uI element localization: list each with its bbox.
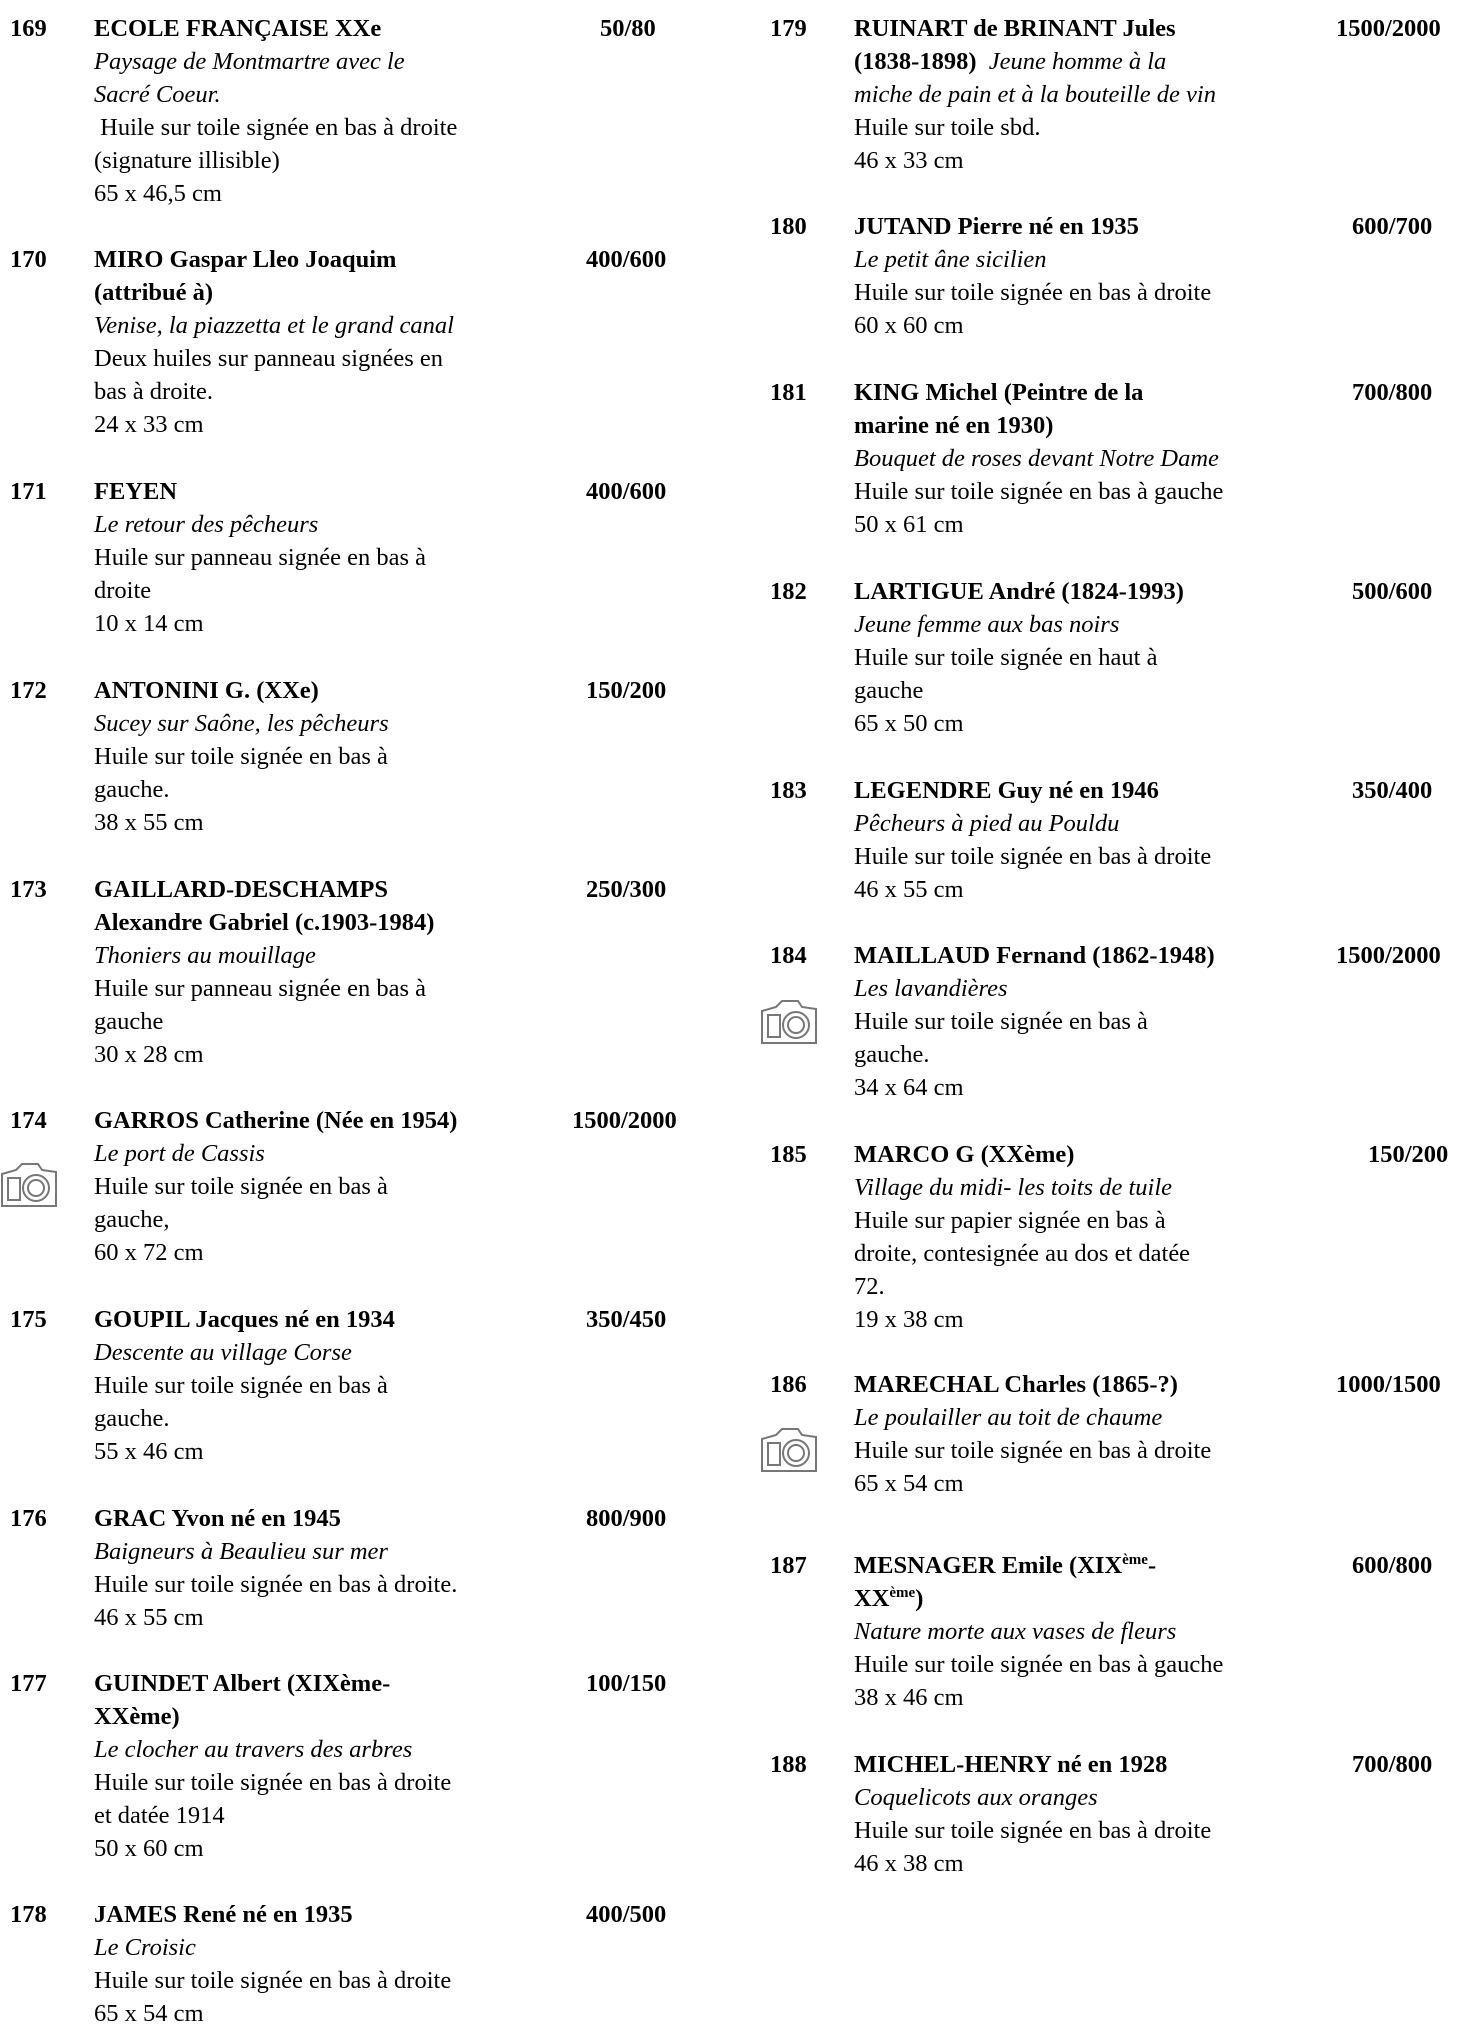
lot-description: Huile sur toile signée en bas à gauche [854, 478, 1224, 505]
lot-title: Le retour des pêcheurs [94, 511, 319, 538]
lot-number: 178 [10, 1901, 47, 1928]
lot-description: gauche. [854, 1041, 930, 1068]
lot-description: 72. [854, 1273, 885, 1300]
lot-number: 187 [770, 1552, 807, 1579]
lot-title: Jeune femme aux bas noirs [854, 611, 1120, 638]
lot-artist: MARCO G (XXème) [854, 1141, 1075, 1168]
lot-dimensions: 60 x 72 cm [94, 1239, 204, 1266]
lot-artist: ANTONINI G. (XXe) [94, 677, 319, 704]
lot-title: Coquelicots aux oranges [854, 1784, 1098, 1811]
lot-dimensions: 30 x 28 cm [94, 1041, 204, 1068]
lot-artist: RUINART de BRINANT Jules [854, 15, 1176, 42]
lot-description: Huile sur toile signée en bas à droite [94, 1769, 452, 1796]
lot-number: 181 [770, 379, 807, 406]
lot-artist: marine né en 1930) [854, 412, 1054, 439]
lot-description: Huile sur panneau signée en bas à [94, 975, 426, 1002]
lot-title: Le poulailler au toit de chaume [854, 1404, 1163, 1431]
camera-icon [0, 1160, 62, 1210]
lot-dimensions: 65 x 46,5 cm [94, 180, 222, 207]
lot-description: Deux huiles sur panneau signées en [94, 345, 444, 372]
lot-dimensions: 65 x 50 cm [854, 710, 964, 737]
lot-title: Venise, la piazzetta et le grand canal [94, 312, 454, 339]
lot-title: Descente au village Corse [94, 1339, 352, 1366]
lot-description: Huile sur toile signée en bas à droite [854, 1437, 1212, 1464]
lot-title: Bouquet de roses devant Notre Dame [854, 445, 1219, 472]
lot-number: 172 [10, 677, 47, 704]
lot-artist: GUINDET Albert (XIXème- [94, 1670, 391, 1697]
lot-estimate: 400/600 [586, 246, 667, 273]
lot-title: Village du midi- les toits de tuile [854, 1174, 1172, 1201]
lot-title: Le port de Cassis [94, 1140, 265, 1167]
lot-dimensions: 46 x 55 cm [854, 876, 964, 903]
lot-dimensions: 10 x 14 cm [94, 610, 204, 637]
lot-description: bas à droite. [94, 378, 214, 405]
lot-estimate: 700/800 [1352, 379, 1433, 406]
lot-description: gauche [94, 1008, 164, 1035]
lot-artist: XXème) [94, 1703, 180, 1730]
lot-estimate: 800/900 [586, 1505, 667, 1532]
lot-description: gauche [854, 677, 924, 704]
lot-artist: FEYEN [94, 478, 178, 505]
lot-dimensions: 46 x 55 cm [94, 1604, 204, 1631]
lot-estimate: 350/450 [586, 1306, 667, 1333]
lot-artist: LARTIGUE André (1824-1993) [854, 578, 1184, 605]
lot-number: 183 [770, 777, 807, 804]
lot-description: Huile sur toile signée en bas à [854, 1008, 1148, 1035]
lot-number: 179 [770, 15, 807, 42]
lot-description: droite [94, 577, 152, 604]
lot-description: Huile sur panneau signée en bas à [94, 544, 426, 571]
lot-artist: (attribué à) [94, 279, 214, 306]
lot-artist: GOUPIL Jacques né en 1934 [94, 1306, 395, 1333]
lot-description: Huile sur toile signée en bas à [94, 1173, 388, 1200]
lot-dimensions: 65 x 54 cm [94, 2000, 204, 2027]
lot-title: Le petit âne sicilien [854, 246, 1047, 273]
lot-description: Huile sur toile signée en bas à [94, 743, 388, 770]
lot-description: Huile sur toile signée en bas à droite [854, 279, 1212, 306]
lot-description: Huile sur toile signée en bas à gauche [854, 1651, 1224, 1678]
lot-estimate: 500/600 [1352, 578, 1433, 605]
lot-dimensions: 19 x 38 cm [854, 1306, 964, 1333]
lot-estimate: 100/150 [586, 1670, 667, 1697]
lot-number: 174 [10, 1107, 47, 1134]
lot-dimensions: 50 x 61 cm [854, 511, 964, 538]
lot-artist-dates: (1838-1898) [854, 48, 977, 75]
lot-estimate: 1500/2000 [1336, 942, 1441, 969]
lot-description: (signature illisible) [94, 147, 280, 174]
lot-artist: KING Michel (Peintre de la [854, 379, 1144, 406]
lot-estimate: 600/700 [1352, 213, 1433, 240]
lot-artist: MARECHAL Charles (1865-?) [854, 1371, 1178, 1398]
lot-artist: XXème) [854, 1584, 924, 1612]
lot-artist: MESNAGER Emile (XIXème- [854, 1551, 1157, 1579]
camera-icon [756, 1425, 822, 1475]
lot-estimate: 250/300 [586, 876, 667, 903]
lot-description: Huile sur toile sbd. [854, 114, 1041, 141]
lot-number: 184 [770, 942, 807, 969]
lot-dimensions: 46 x 33 cm [854, 147, 964, 174]
lot-dimensions: 38 x 55 cm [94, 809, 204, 836]
lot-estimate: 400/600 [586, 478, 667, 505]
lot-title: Le clocher au travers des arbres [94, 1736, 413, 1763]
lot-title: Thoniers au mouillage [94, 942, 316, 969]
lot-estimate: 700/800 [1352, 1751, 1433, 1778]
lot-artist: JAMES René né en 1935 [94, 1901, 353, 1928]
lot-artist: Alexandre Gabriel (c.1903-1984) [94, 909, 435, 936]
lot-title: Jeune homme à la [988, 48, 1167, 75]
lot-description: gauche, [94, 1206, 170, 1233]
lot-description: Huile sur papier signée en bas à [854, 1207, 1166, 1234]
lot-dimensions: 50 x 60 cm [94, 1835, 204, 1862]
lot-estimate: 150/200 [586, 677, 667, 704]
lot-number: 180 [770, 213, 807, 240]
lot-dimensions: 60 x 60 cm [854, 312, 964, 339]
lot-artist: JUTAND Pierre né en 1935 [854, 213, 1139, 240]
lot-number: 169 [10, 15, 47, 42]
lot-number: 186 [770, 1371, 807, 1398]
lot-dimensions: 65 x 54 cm [854, 1470, 964, 1497]
lot-artist: GAILLARD-DESCHAMPS [94, 876, 389, 903]
lot-estimate: 1500/2000 [1336, 15, 1441, 42]
lot-description: gauche. [94, 776, 170, 803]
lot-estimate: 600/800 [1352, 1552, 1433, 1579]
lot-title: Sucey sur Saône, les pêcheurs [94, 710, 389, 737]
lot-artist: GARROS Catherine (Née en 1954) [94, 1107, 458, 1134]
lot-description: Huile sur toile signée en bas à droite [854, 1817, 1212, 1844]
camera-icon [756, 997, 822, 1047]
lot-number: 182 [770, 578, 807, 605]
lot-description: Huile sur toile signée en bas à droite [94, 1967, 452, 1994]
lot-number: 177 [10, 1670, 47, 1697]
lot-artist: ECOLE FRANÇAISE XXe [94, 15, 382, 42]
lot-dimensions: 55 x 46 cm [94, 1438, 204, 1465]
lot-dimensions: 38 x 46 cm [854, 1684, 964, 1711]
lot-estimate: 1000/1500 [1336, 1371, 1441, 1398]
lot-number: 188 [770, 1751, 807, 1778]
lot-artist: LEGENDRE Guy né en 1946 [854, 777, 1159, 804]
lot-description: Huile sur toile signée en bas à droite [854, 843, 1212, 870]
lot-number: 185 [770, 1141, 807, 1168]
lot-estimate: 1500/2000 [572, 1107, 677, 1134]
lot-description: Huile sur toile signée en bas à droite [94, 114, 458, 141]
lot-description: Huile sur toile signée en bas à [94, 1372, 388, 1399]
lot-description: gauche. [94, 1405, 170, 1432]
lot-artist: MIRO Gaspar Lleo Joaquim [94, 246, 397, 273]
lot-dimensions: 46 x 38 cm [854, 1850, 964, 1877]
lot-artist: MAILLAUD Fernand (1862-1948) [854, 942, 1215, 969]
lot-artist: MICHEL-HENRY né en 1928 [854, 1751, 1168, 1778]
lot-title: Sacré Coeur. [94, 81, 221, 108]
lot-number: 171 [10, 478, 47, 505]
lot-title: Pêcheurs à pied au Pouldu [854, 810, 1120, 837]
lot-title: Le Croisic [94, 1934, 196, 1961]
lot-title: Paysage de Montmartre avec le [94, 48, 405, 75]
lot-estimate: 50/80 [600, 15, 656, 42]
lot-description: et datée 1914 [94, 1802, 225, 1829]
lot-title: Nature morte aux vases de fleurs [854, 1618, 1177, 1645]
lot-dimensions: 24 x 33 cm [94, 411, 204, 438]
lot-title: miche de pain et à la bouteille de vin [854, 81, 1216, 108]
lot-description: droite, contesignée au dos et datée [854, 1240, 1191, 1267]
lot-number: 170 [10, 246, 47, 273]
lot-estimate: 400/500 [586, 1901, 667, 1928]
lot-title: Les lavandières [854, 975, 1008, 1002]
lot-title: Baigneurs à Beaulieu sur mer [94, 1538, 388, 1565]
lot-dimensions: 34 x 64 cm [854, 1074, 964, 1101]
lot-number: 175 [10, 1306, 47, 1333]
lot-description: Huile sur toile signée en bas à droite. [94, 1571, 458, 1598]
lot-description: Huile sur toile signée en haut à [854, 644, 1158, 671]
lot-estimate: 150/200 [1368, 1141, 1449, 1168]
lot-estimate: 350/400 [1352, 777, 1433, 804]
lot-number: 176 [10, 1505, 47, 1532]
lot-artist: GRAC Yvon né en 1945 [94, 1505, 341, 1532]
lot-number: 173 [10, 876, 47, 903]
